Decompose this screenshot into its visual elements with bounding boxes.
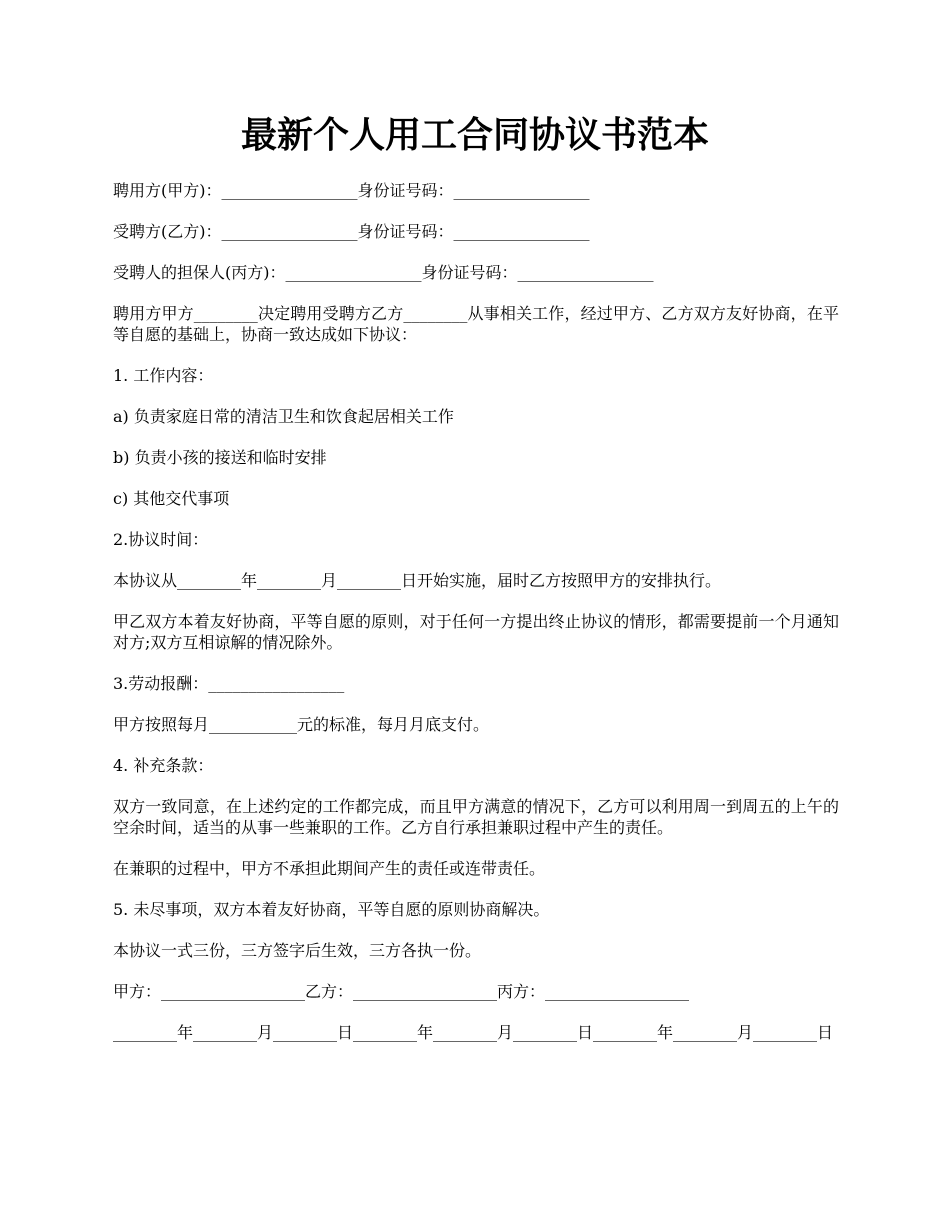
- unresolved-matters-paragraph: 5. 未尽事项，双方本着友好协商，平等自愿的原则协商解决。: [113, 900, 550, 919]
- guarantor-line: 受聘人的担保人(丙方)：_________________身份证号码：_________________: [113, 263, 654, 282]
- party-b-line: 受聘方(乙方)：_________________身份证号码：_________________: [113, 222, 590, 241]
- work-item-c: c) 其他交代事项: [113, 489, 230, 508]
- section-heading-supplement: 4. 补充条款：: [113, 756, 214, 775]
- work-item-a: a) 负责家庭日常的清洁卫生和饮食起居相关工作: [113, 407, 454, 426]
- work-item-b: b) 负责小孩的接送和临时安排: [113, 448, 327, 467]
- copies-paragraph: 本协议一式三份，三方签字后生效，三方各执一份。: [113, 941, 482, 960]
- section-heading-pay: 3.劳动报酬：_________________: [113, 674, 345, 693]
- document-title: 最新个人用工合同协议书范本: [240, 114, 709, 156]
- signature-line: 甲方：__________________乙方：__________________丙方：__________________: [113, 982, 690, 1001]
- side-job-paragraph: 双方一致同意，在上述约定的工作都完成，而且甲方满意的情况下，乙方可以利用周一到周五的上午的空余时间，适当的从事一些兼职的工作。乙方自行承担兼职过程中产生的责任。: [113, 797, 839, 837]
- party-a-line: 聘用方(甲方)：_________________身份证号码：_________________: [113, 181, 590, 200]
- date-line: ________年________月________日________年________月________日________年________月________日: [113, 1023, 834, 1042]
- section-heading-duration: 2.协议时间：: [113, 530, 209, 549]
- pay-paragraph: 甲方按照每月___________元的标准，每月月底支付。: [113, 715, 490, 734]
- start-date-paragraph: 本协议从________年________月________日开始实施，届时乙方按照甲方的安排执行。: [113, 571, 722, 590]
- document-body: [113, 180, 839, 1063]
- liability-paragraph: 在兼职的过程中，甲方不承担此期间产生的责任或连带责任。: [113, 859, 546, 878]
- termination-paragraph: 甲乙双方本着友好协商，平等自愿的原则，对于任何一方提出终止协议的情形，都需要提前一个月通知对方;双方互相谅解的情况除外。: [113, 612, 839, 652]
- section-heading-work: 1. 工作内容：: [113, 366, 214, 385]
- intro-paragraph: 聘用方甲方________决定聘用受聘方乙方________从事相关工作，经过甲方、乙方双方友好协商，在平等自愿的基础上，协商一致达成如下协议：: [113, 304, 839, 344]
